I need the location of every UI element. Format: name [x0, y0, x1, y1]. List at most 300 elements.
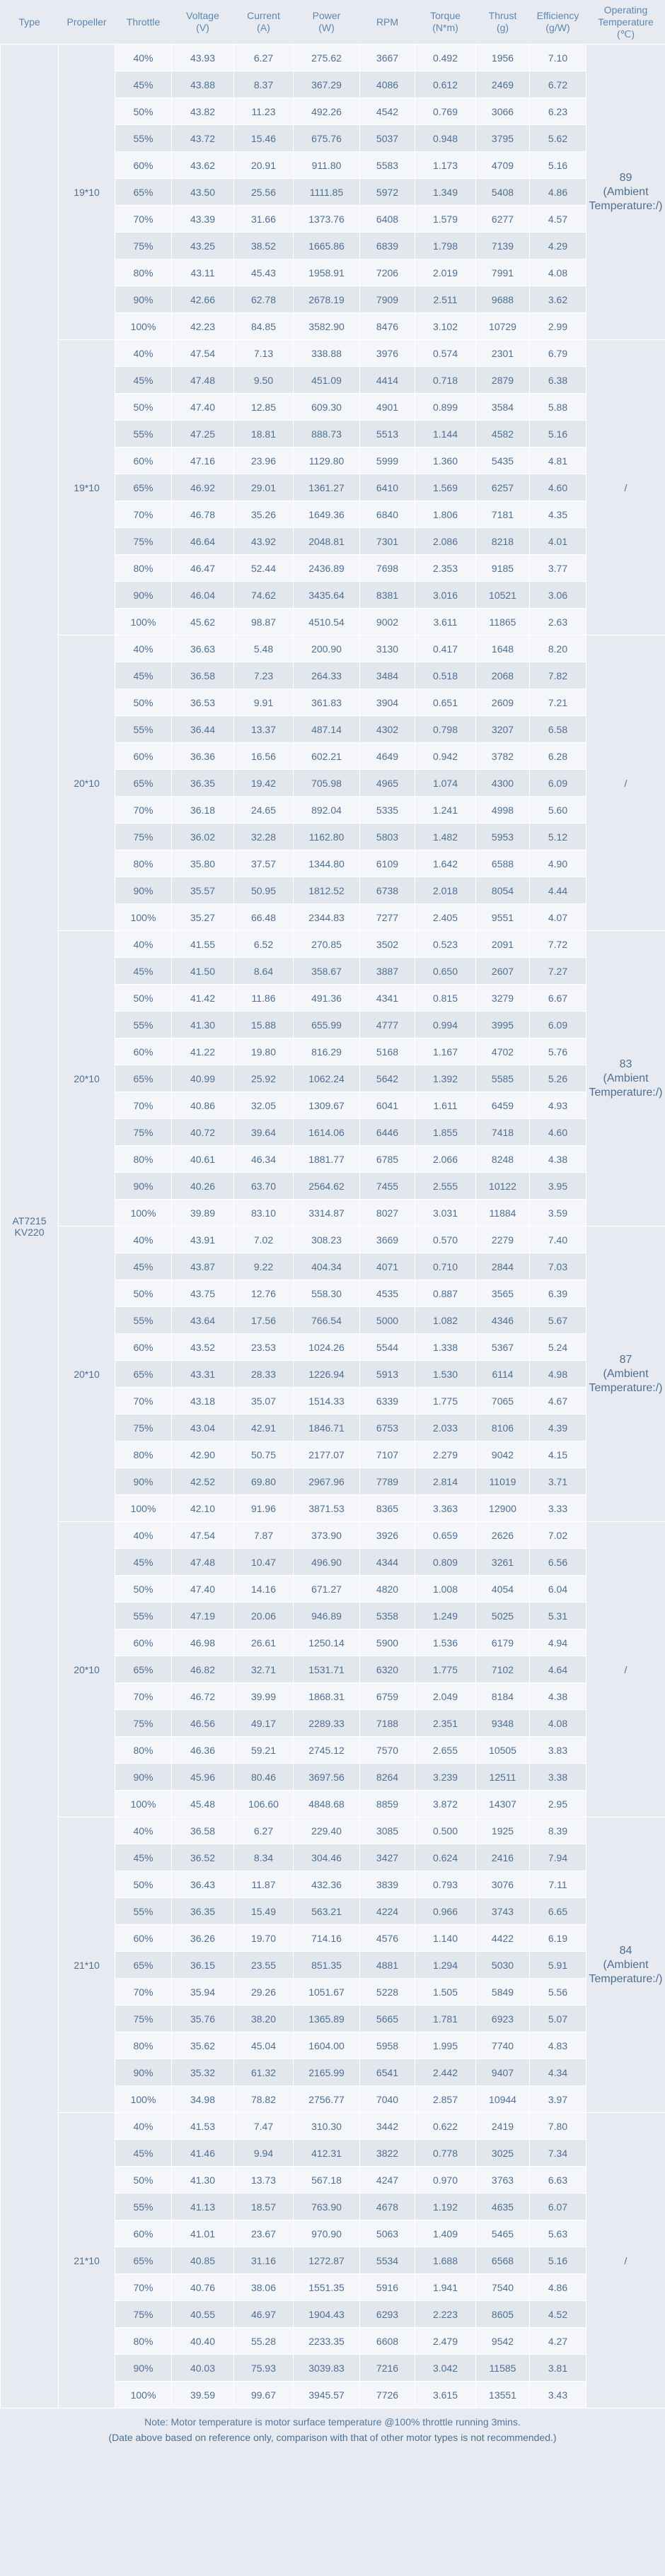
current-cell: 8.37: [234, 71, 294, 98]
power-cell: 367.29: [294, 71, 360, 98]
efficiency-cell: 4.98: [530, 1361, 586, 1388]
power-cell: 1250.14: [294, 1629, 360, 1656]
torque-cell: 1.781: [415, 2006, 476, 2032]
efficiency-cell: 4.35: [530, 501, 586, 528]
throttle-cell: 40%: [115, 931, 172, 958]
rpm-cell: 9002: [360, 609, 415, 636]
temperature-cell: 87 (Ambient Temperature:/): [586, 1226, 665, 1522]
power-cell: 373.90: [294, 1522, 360, 1549]
rpm-cell: 5000: [360, 1307, 415, 1334]
power-cell: 2233.35: [294, 2328, 360, 2355]
rpm-cell: 4086: [360, 71, 415, 98]
throttle-cell: 50%: [115, 985, 172, 1012]
torque-cell: 3.611: [415, 609, 476, 636]
current-cell: 91.96: [234, 1495, 294, 1522]
power-cell: 558.30: [294, 1280, 360, 1307]
efficiency-cell: 7.72: [530, 931, 586, 958]
voltage-cell: 46.98: [172, 1629, 234, 1656]
power-cell: 1344.80: [294, 850, 360, 877]
throttle-cell: 60%: [115, 1925, 172, 1952]
power-cell: 671.27: [294, 1576, 360, 1603]
thrust-cell: 11585: [476, 2355, 530, 2382]
power-cell: 2344.83: [294, 904, 360, 931]
power-cell: 1024.26: [294, 1334, 360, 1361]
header-voltage: Voltage (V): [172, 0, 234, 45]
thrust-cell: 5030: [476, 1952, 530, 1979]
torque-cell: 0.622: [415, 2113, 476, 2140]
table-row: [1, 1817, 665, 1844]
efficiency-cell: 8.20: [530, 636, 586, 662]
torque-cell: 1.144: [415, 421, 476, 447]
torque-cell: 2.555: [415, 1173, 476, 1200]
thrust-cell: 8106: [476, 1415, 530, 1441]
voltage-cell: 40.76: [172, 2274, 234, 2301]
thrust-cell: 2607: [476, 958, 530, 985]
throttle-cell: 45%: [115, 1549, 172, 1576]
voltage-cell: 36.44: [172, 716, 234, 743]
efficiency-cell: 4.44: [530, 877, 586, 904]
throttle-cell: 75%: [115, 1119, 172, 1146]
power-cell: 567.18: [294, 2167, 360, 2194]
efficiency-cell: 3.59: [530, 1200, 586, 1226]
efficiency-cell: 5.88: [530, 394, 586, 421]
thrust-cell: 7991: [476, 259, 530, 286]
note-text: Note: Motor temperature is motor surface temperature @100% throttle running 3mins.: [144, 2416, 521, 2428]
rpm-cell: 4414: [360, 367, 415, 394]
power-cell: 763.90: [294, 2194, 360, 2220]
throttle-cell: 55%: [115, 1603, 172, 1629]
current-cell: 18.57: [234, 2194, 294, 2220]
power-cell: 1958.91: [294, 259, 360, 286]
rpm-cell: 6785: [360, 1146, 415, 1173]
efficiency-cell: 5.07: [530, 2006, 586, 2032]
thrust-cell: 3025: [476, 2140, 530, 2167]
voltage-cell: 41.50: [172, 958, 234, 985]
efficiency-cell: 5.62: [530, 125, 586, 152]
efficiency-cell: 7.02: [530, 1522, 586, 1549]
voltage-cell: 42.90: [172, 1441, 234, 1468]
current-cell: 39.99: [234, 1683, 294, 1710]
thrust-cell: 5849: [476, 1979, 530, 2006]
power-cell: 766.54: [294, 1307, 360, 1334]
thrust-cell: 1925: [476, 1817, 530, 1844]
rpm-cell: 4576: [360, 1925, 415, 1952]
rpm-cell: 7107: [360, 1441, 415, 1468]
current-cell: 46.34: [234, 1146, 294, 1173]
rpm-cell: 5037: [360, 125, 415, 152]
voltage-cell: 43.75: [172, 1280, 234, 1307]
thrust-cell: 3743: [476, 1898, 530, 1925]
torque-cell: 1.995: [415, 2032, 476, 2059]
thrust-cell: 6568: [476, 2247, 530, 2274]
voltage-cell: 36.18: [172, 797, 234, 824]
thrust-cell: 4702: [476, 1038, 530, 1065]
throttle-cell: 80%: [115, 555, 172, 582]
current-cell: 5.48: [234, 636, 294, 662]
throttle-cell: 90%: [115, 286, 172, 313]
efficiency-cell: 7.34: [530, 2140, 586, 2167]
torque-cell: 1.140: [415, 1925, 476, 1952]
efficiency-cell: 3.81: [530, 2355, 586, 2382]
voltage-cell: 43.50: [172, 179, 234, 206]
power-cell: 1649.36: [294, 501, 360, 528]
rpm-cell: 6759: [360, 1683, 415, 1710]
header-torque: Torque (N*m): [415, 0, 476, 45]
current-cell: 42.91: [234, 1415, 294, 1441]
torque-cell: 0.624: [415, 1844, 476, 1871]
throttle-cell: 65%: [115, 1361, 172, 1388]
efficiency-cell: 3.62: [530, 286, 586, 313]
power-cell: 1051.67: [294, 1979, 360, 2006]
efficiency-cell: 4.08: [530, 259, 586, 286]
thrust-cell: 11019: [476, 1468, 530, 1495]
throttle-cell: 40%: [115, 1817, 172, 1844]
thrust-cell: 6257: [476, 474, 530, 501]
power-cell: 275.62: [294, 45, 360, 71]
header-propeller: Propeller: [59, 0, 115, 45]
current-cell: 55.28: [234, 2328, 294, 2355]
current-cell: 62.78: [234, 286, 294, 313]
current-cell: 39.64: [234, 1119, 294, 1146]
torque-cell: 0.612: [415, 71, 476, 98]
current-cell: 9.50: [234, 367, 294, 394]
torque-cell: 1.482: [415, 824, 476, 850]
voltage-cell: 35.80: [172, 850, 234, 877]
torque-cell: 0.651: [415, 689, 476, 716]
voltage-cell: 40.26: [172, 1173, 234, 1200]
efficiency-cell: 4.67: [530, 1388, 586, 1415]
current-cell: 25.92: [234, 1065, 294, 1092]
current-cell: 50.75: [234, 1441, 294, 1468]
current-cell: 28.33: [234, 1361, 294, 1388]
thrust-cell: 8184: [476, 1683, 530, 1710]
throttle-cell: 70%: [115, 501, 172, 528]
footnote: [0, 2408, 665, 2445]
rpm-cell: 6738: [360, 877, 415, 904]
rpm-cell: 7698: [360, 555, 415, 582]
rpm-cell: 7277: [360, 904, 415, 931]
thrust-cell: 2879: [476, 367, 530, 394]
torque-cell: 2.033: [415, 1415, 476, 1441]
power-cell: 602.21: [294, 743, 360, 770]
efficiency-cell: 6.04: [530, 1576, 586, 1603]
voltage-cell: 43.72: [172, 125, 234, 152]
torque-cell: 0.659: [415, 1522, 476, 1549]
current-cell: 18.81: [234, 421, 294, 447]
rpm-cell: 4302: [360, 716, 415, 743]
torque-cell: 0.718: [415, 367, 476, 394]
throttle-cell: 60%: [115, 1629, 172, 1656]
torque-cell: 1.241: [415, 797, 476, 824]
voltage-cell: 43.93: [172, 45, 234, 71]
efficiency-cell: 6.19: [530, 1925, 586, 1952]
thrust-cell: 6459: [476, 1092, 530, 1119]
thrust-cell: 9348: [476, 1710, 530, 1737]
current-cell: 12.76: [234, 1280, 294, 1307]
thrust-cell: 4582: [476, 421, 530, 447]
torque-cell: 1.806: [415, 501, 476, 528]
throttle-cell: 40%: [115, 1226, 172, 1253]
voltage-cell: 46.78: [172, 501, 234, 528]
voltage-cell: 39.89: [172, 1200, 234, 1226]
throttle-cell: 75%: [115, 2006, 172, 2032]
power-cell: 2436.89: [294, 555, 360, 582]
thrust-cell: 7181: [476, 501, 530, 528]
throttle-cell: 90%: [115, 2059, 172, 2086]
throttle-cell: 55%: [115, 421, 172, 447]
voltage-cell: 40.85: [172, 2247, 234, 2274]
voltage-cell: 36.15: [172, 1952, 234, 1979]
power-cell: 1373.76: [294, 206, 360, 233]
efficiency-cell: 5.60: [530, 797, 586, 824]
voltage-cell: 40.55: [172, 2301, 234, 2328]
torque-cell: 2.814: [415, 1468, 476, 1495]
throttle-cell: 40%: [115, 340, 172, 367]
table-row: [1, 636, 665, 662]
header-type: Type: [1, 0, 59, 45]
rpm-cell: 3822: [360, 2140, 415, 2167]
power-cell: 705.98: [294, 770, 360, 797]
throttle-cell: 75%: [115, 1415, 172, 1441]
current-cell: 45.43: [234, 259, 294, 286]
current-cell: 14.16: [234, 1576, 294, 1603]
power-cell: 892.04: [294, 797, 360, 824]
power-cell: 200.90: [294, 636, 360, 662]
efficiency-cell: 3.06: [530, 582, 586, 609]
rpm-cell: 3484: [360, 662, 415, 689]
torque-cell: 1.338: [415, 1334, 476, 1361]
voltage-cell: 46.47: [172, 555, 234, 582]
rpm-cell: 7040: [360, 2086, 415, 2113]
thrust-cell: 5465: [476, 2220, 530, 2247]
voltage-cell: 41.55: [172, 931, 234, 958]
torque-cell: 1.775: [415, 1656, 476, 1683]
torque-cell: 0.710: [415, 1253, 476, 1280]
temperature-cell: /: [586, 340, 665, 636]
efficiency-cell: 5.26: [530, 1065, 586, 1092]
thrust-cell: 9551: [476, 904, 530, 931]
throttle-cell: 50%: [115, 98, 172, 125]
torque-cell: 2.086: [415, 528, 476, 555]
rpm-cell: 4542: [360, 98, 415, 125]
torque-cell: 0.798: [415, 716, 476, 743]
torque-cell: 1.688: [415, 2247, 476, 2274]
torque-cell: 0.492: [415, 45, 476, 71]
power-cell: 358.67: [294, 958, 360, 985]
torque-cell: 1.008: [415, 1576, 476, 1603]
power-cell: 404.34: [294, 1253, 360, 1280]
torque-cell: 3.102: [415, 313, 476, 340]
current-cell: 66.48: [234, 904, 294, 931]
rpm-cell: 7216: [360, 2355, 415, 2382]
power-cell: 1665.86: [294, 233, 360, 259]
voltage-cell: 36.63: [172, 636, 234, 662]
thrust-cell: 3795: [476, 125, 530, 152]
torque-cell: 1.349: [415, 179, 476, 206]
current-cell: 7.02: [234, 1226, 294, 1253]
power-cell: 3697.56: [294, 1764, 360, 1791]
current-cell: 23.55: [234, 1952, 294, 1979]
rpm-cell: 5168: [360, 1038, 415, 1065]
propeller-cell: 20*10: [59, 1226, 115, 1522]
efficiency-cell: 4.93: [530, 1092, 586, 1119]
thrust-cell: 8054: [476, 877, 530, 904]
current-cell: 50.95: [234, 877, 294, 904]
thrust-cell: 11884: [476, 1200, 530, 1226]
current-cell: 74.62: [234, 582, 294, 609]
torque-cell: 0.523: [415, 931, 476, 958]
thrust-cell: 2626: [476, 1522, 530, 1549]
current-cell: 7.13: [234, 340, 294, 367]
current-cell: 106.60: [234, 1791, 294, 1817]
torque-cell: 3.872: [415, 1791, 476, 1817]
rpm-cell: 6608: [360, 2328, 415, 2355]
efficiency-cell: 5.56: [530, 1979, 586, 2006]
thrust-cell: 2279: [476, 1226, 530, 1253]
current-cell: 10.47: [234, 1549, 294, 1576]
rpm-cell: 6293: [360, 2301, 415, 2328]
throttle-cell: 100%: [115, 1495, 172, 1522]
torque-cell: 3.016: [415, 582, 476, 609]
throttle-cell: 75%: [115, 2301, 172, 2328]
efficiency-cell: 6.23: [530, 98, 586, 125]
thrust-cell: 4709: [476, 152, 530, 179]
throttle-cell: 40%: [115, 1522, 172, 1549]
rpm-cell: 3667: [360, 45, 415, 71]
power-cell: 487.14: [294, 716, 360, 743]
voltage-cell: 36.43: [172, 1871, 234, 1898]
current-cell: 99.67: [234, 2382, 294, 2408]
efficiency-cell: 6.09: [530, 1012, 586, 1038]
thrust-cell: 4346: [476, 1307, 530, 1334]
temperature-cell: 84 (Ambient Temperature:/): [586, 1817, 665, 2113]
power-cell: 3871.53: [294, 1495, 360, 1522]
voltage-cell: 36.26: [172, 1925, 234, 1952]
thrust-cell: 4422: [476, 1925, 530, 1952]
current-cell: 25.56: [234, 179, 294, 206]
rpm-cell: 3130: [360, 636, 415, 662]
rpm-cell: 4965: [360, 770, 415, 797]
throttle-cell: 90%: [115, 2355, 172, 2382]
thrust-cell: 3995: [476, 1012, 530, 1038]
torque-cell: 2.442: [415, 2059, 476, 2086]
table-row: [1, 340, 665, 367]
power-cell: 970.90: [294, 2220, 360, 2247]
header-thrust: Thrust (g): [476, 0, 530, 45]
voltage-cell: 40.03: [172, 2355, 234, 2382]
current-cell: 23.96: [234, 447, 294, 474]
power-cell: 4848.68: [294, 1791, 360, 1817]
efficiency-cell: 4.01: [530, 528, 586, 555]
power-cell: 2678.19: [294, 286, 360, 313]
throttle-cell: 45%: [115, 662, 172, 689]
thrust-cell: 5435: [476, 447, 530, 474]
power-cell: 714.16: [294, 1925, 360, 1952]
torque-cell: 1.294: [415, 1952, 476, 1979]
efficiency-cell: 6.38: [530, 367, 586, 394]
throttle-cell: 80%: [115, 1146, 172, 1173]
power-cell: 1129.80: [294, 447, 360, 474]
torque-cell: 0.574: [415, 340, 476, 367]
thrust-cell: 3261: [476, 1549, 530, 1576]
rpm-cell: 5063: [360, 2220, 415, 2247]
voltage-cell: 46.72: [172, 1683, 234, 1710]
thrust-cell: 6923: [476, 2006, 530, 2032]
throttle-cell: 100%: [115, 904, 172, 931]
current-cell: 7.87: [234, 1522, 294, 1549]
torque-cell: 0.417: [415, 636, 476, 662]
voltage-cell: 36.36: [172, 743, 234, 770]
rpm-cell: 8264: [360, 1764, 415, 1791]
efficiency-cell: 7.80: [530, 2113, 586, 2140]
rpm-cell: 4881: [360, 1952, 415, 1979]
rpm-cell: 6753: [360, 1415, 415, 1441]
voltage-cell: 47.48: [172, 1549, 234, 1576]
torque-cell: 0.570: [415, 1226, 476, 1253]
voltage-cell: 45.62: [172, 609, 234, 636]
throttle-cell: 65%: [115, 1952, 172, 1979]
throttle-cell: 65%: [115, 2247, 172, 2274]
torque-cell: 1.392: [415, 1065, 476, 1092]
torque-cell: 1.505: [415, 1979, 476, 2006]
rpm-cell: 7206: [360, 259, 415, 286]
power-cell: 1812.52: [294, 877, 360, 904]
voltage-cell: 40.40: [172, 2328, 234, 2355]
power-cell: 1365.89: [294, 2006, 360, 2032]
thrust-cell: 6277: [476, 206, 530, 233]
torque-cell: 2.018: [415, 877, 476, 904]
efficiency-cell: 5.63: [530, 2220, 586, 2247]
torque-cell: 1.611: [415, 1092, 476, 1119]
rpm-cell: 4344: [360, 1549, 415, 1576]
current-cell: 35.07: [234, 1388, 294, 1415]
power-cell: 270.85: [294, 931, 360, 958]
efficiency-cell: 4.29: [530, 233, 586, 259]
power-cell: 432.36: [294, 1871, 360, 1898]
temperature-cell: /: [586, 2113, 665, 2408]
thrust-cell: 6179: [476, 1629, 530, 1656]
voltage-cell: 41.46: [172, 2140, 234, 2167]
throttle-cell: 55%: [115, 125, 172, 152]
voltage-cell: 34.98: [172, 2086, 234, 2113]
thrust-cell: 12511: [476, 1764, 530, 1791]
rpm-cell: 7909: [360, 286, 415, 313]
throttle-cell: 50%: [115, 394, 172, 421]
torque-cell: 2.351: [415, 1710, 476, 1737]
throttle-cell: 65%: [115, 179, 172, 206]
rpm-cell: 5534: [360, 2247, 415, 2274]
power-cell: 2048.81: [294, 528, 360, 555]
rpm-cell: 4777: [360, 1012, 415, 1038]
throttle-cell: 65%: [115, 1656, 172, 1683]
voltage-cell: 36.35: [172, 770, 234, 797]
torque-cell: 1.941: [415, 2274, 476, 2301]
voltage-cell: 43.31: [172, 1361, 234, 1388]
throttle-cell: 60%: [115, 152, 172, 179]
torque-cell: 2.066: [415, 1146, 476, 1173]
current-cell: 6.52: [234, 931, 294, 958]
current-cell: 11.86: [234, 985, 294, 1012]
efficiency-cell: 4.81: [530, 447, 586, 474]
power-cell: 2564.62: [294, 1173, 360, 1200]
current-cell: 8.34: [234, 1844, 294, 1871]
voltage-cell: 36.02: [172, 824, 234, 850]
throttle-cell: 100%: [115, 1791, 172, 1817]
voltage-cell: 46.82: [172, 1656, 234, 1683]
thrust-cell: 4054: [476, 1576, 530, 1603]
rpm-cell: 5583: [360, 152, 415, 179]
torque-cell: 2.279: [415, 1441, 476, 1468]
